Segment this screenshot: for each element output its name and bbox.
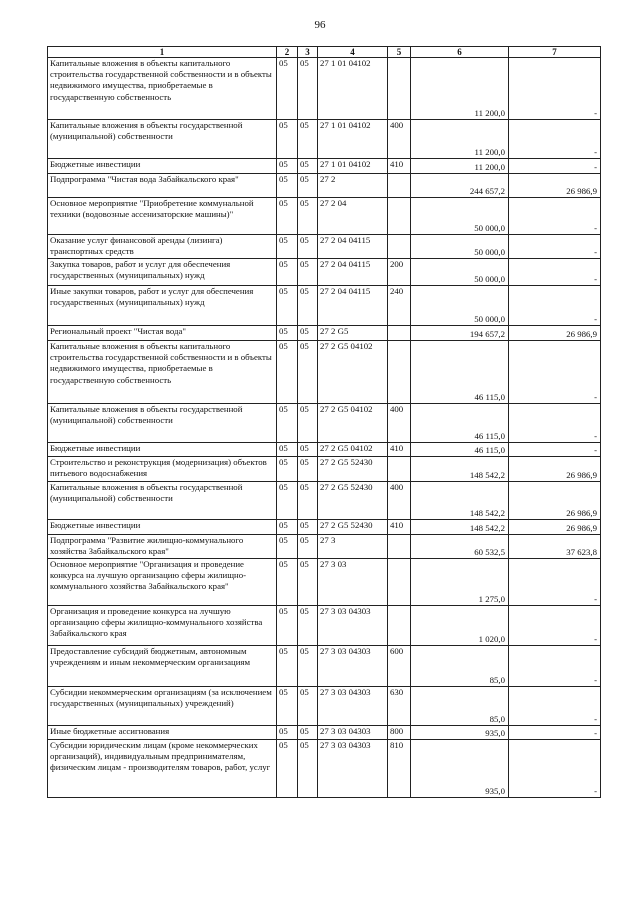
cell-amount-current: 1 020,0 [411, 606, 509, 646]
cell-amount-federal: 26 986,9 [509, 174, 601, 198]
cell-subsection: 05 [298, 259, 318, 286]
cell-name: Основное мероприятие "Организация и проведение конкурса на лучшую организацию сферы жилищно-коммунального хозяйства Забайкальского края" [48, 559, 277, 606]
cell-amount-federal: - [509, 740, 601, 798]
cell-amount-federal: - [509, 198, 601, 235]
cell-expense-type: 800 [388, 726, 411, 740]
cell-subsection: 05 [298, 687, 318, 726]
table-row [48, 520, 601, 535]
cell-amount-current: 85,0 [411, 646, 509, 687]
cell-amount-federal: - [509, 259, 601, 286]
cell-expense-type: 410 [388, 159, 411, 174]
table-row [48, 120, 601, 159]
cell-amount-current: 46 115,0 [411, 341, 509, 404]
cell-target-code: 27 2 04 04115 [318, 235, 388, 259]
cell-name: Капитальные вложения в объекты капитального строительства государственной собственности и в объекты недвижимого имущества, приобретаемые в государственную собственность [48, 58, 277, 120]
budget-table [47, 46, 601, 798]
cell-subsection: 05 [298, 341, 318, 404]
cell-amount-current: 46 115,0 [411, 443, 509, 457]
cell-section: 05 [277, 259, 298, 286]
cell-expense-type [388, 174, 411, 198]
cell-target-code: 27 1 01 04102 [318, 159, 388, 174]
table-row [48, 235, 601, 259]
table-row [48, 457, 601, 482]
cell-expense-type: 240 [388, 286, 411, 326]
cell-subsection: 05 [298, 535, 318, 559]
cell-subsection: 05 [298, 520, 318, 535]
cell-amount-current: 50 000,0 [411, 235, 509, 259]
cell-expense-type: 400 [388, 482, 411, 520]
cell-expense-type: 810 [388, 740, 411, 798]
cell-expense-type: 600 [388, 646, 411, 687]
cell-section: 05 [277, 341, 298, 404]
cell-amount-current: 11 200,0 [411, 58, 509, 120]
table-row [48, 740, 601, 798]
cell-subsection: 05 [298, 159, 318, 174]
cell-target-code: 27 3 [318, 535, 388, 559]
cell-amount-federal: - [509, 687, 601, 726]
cell-name: Иные закупки товаров, работ и услуг для обеспечения государственных (муниципальных) нужд [48, 286, 277, 326]
table-row [48, 259, 601, 286]
cell-section: 05 [277, 606, 298, 646]
cell-section: 05 [277, 174, 298, 198]
table-row [48, 404, 601, 443]
cell-amount-current: 244 657,2 [411, 174, 509, 198]
cell-expense-type [388, 341, 411, 404]
cell-subsection: 05 [298, 443, 318, 457]
cell-amount-current: 85,0 [411, 687, 509, 726]
col-header-5: 5 [388, 47, 411, 58]
cell-name: Бюджетные инвестиции [48, 159, 277, 174]
table-row [48, 341, 601, 404]
cell-expense-type [388, 559, 411, 606]
cell-name: Строительство и реконструкция (модернизация) объектов питьевого водоснабжения [48, 457, 277, 482]
cell-amount-current: 148 542,2 [411, 457, 509, 482]
cell-expense-type: 200 [388, 259, 411, 286]
cell-subsection: 05 [298, 58, 318, 120]
cell-target-code: 27 3 03 04303 [318, 606, 388, 646]
cell-section: 05 [277, 198, 298, 235]
cell-amount-federal: - [509, 606, 601, 646]
cell-name: Бюджетные инвестиции [48, 443, 277, 457]
cell-name: Субсидии некоммерческим организациям (за исключением государственных (муниципальных) учреждений) [48, 687, 277, 726]
table-row [48, 687, 601, 726]
table-row [48, 559, 601, 606]
cell-amount-federal: - [509, 58, 601, 120]
cell-name: Закупка товаров, работ и услуг для обеспечения государственных (муниципальных) нужд [48, 259, 277, 286]
cell-expense-type [388, 606, 411, 646]
cell-name: Капитальные вложения в объекты государственной (муниципальной) собственности [48, 482, 277, 520]
cell-target-code: 27 2 G5 04102 [318, 404, 388, 443]
cell-subsection: 05 [298, 235, 318, 259]
cell-target-code: 27 2 G5 [318, 326, 388, 341]
cell-amount-federal: 26 986,9 [509, 482, 601, 520]
cell-amount-federal: 26 986,9 [509, 457, 601, 482]
table-row [48, 726, 601, 740]
cell-section: 05 [277, 404, 298, 443]
cell-expense-type [388, 535, 411, 559]
cell-subsection: 05 [298, 174, 318, 198]
cell-target-code: 27 2 04 04115 [318, 286, 388, 326]
cell-subsection: 05 [298, 326, 318, 341]
cell-amount-federal: - [509, 159, 601, 174]
cell-section: 05 [277, 120, 298, 159]
cell-subsection: 05 [298, 457, 318, 482]
table-row [48, 535, 601, 559]
cell-section: 05 [277, 520, 298, 535]
cell-target-code: 27 1 01 04102 [318, 58, 388, 120]
cell-amount-federal: - [509, 404, 601, 443]
cell-amount-current: 11 200,0 [411, 159, 509, 174]
cell-amount-current: 1 275,0 [411, 559, 509, 606]
cell-name: Бюджетные инвестиции [48, 520, 277, 535]
cell-name: Капитальные вложения в объекты капитального строительства государственной собственности и в объекты недвижимого имущества, приобретаемые в государственную собственность [48, 341, 277, 404]
cell-amount-current: 50 000,0 [411, 198, 509, 235]
cell-amount-federal: - [509, 341, 601, 404]
cell-target-code: 27 3 03 04303 [318, 726, 388, 740]
cell-target-code: 27 2 04 04115 [318, 259, 388, 286]
cell-target-code: 27 2 G5 04102 [318, 341, 388, 404]
cell-amount-current: 50 000,0 [411, 286, 509, 326]
col-header-7: 7 [509, 47, 601, 58]
cell-section: 05 [277, 443, 298, 457]
cell-target-code: 27 1 01 04102 [318, 120, 388, 159]
cell-section: 05 [277, 559, 298, 606]
cell-amount-current: 50 000,0 [411, 259, 509, 286]
cell-section: 05 [277, 726, 298, 740]
table-row [48, 443, 601, 457]
cell-section: 05 [277, 58, 298, 120]
cell-section: 05 [277, 482, 298, 520]
cell-name: Подпрограмма "Развитие жилищно-коммунального хозяйства Забайкальского края" [48, 535, 277, 559]
col-header-2: 2 [277, 47, 298, 58]
cell-amount-current: 935,0 [411, 726, 509, 740]
cell-amount-current: 935,0 [411, 740, 509, 798]
cell-name: Капитальные вложения в объекты государственной (муниципальной) собственности [48, 120, 277, 159]
cell-amount-current: 11 200,0 [411, 120, 509, 159]
cell-name: Предоставление субсидий бюджетным, автономным учреждениям и иным некоммерческим организациям [48, 646, 277, 687]
cell-name: Основное мероприятие "Приобретение коммунальной техники (водовозные ассенизаторские машины)" [48, 198, 277, 235]
cell-name: Капитальные вложения в объекты государственной (муниципальной) собственности [48, 404, 277, 443]
cell-amount-federal: - [509, 726, 601, 740]
cell-target-code: 27 3 03 04303 [318, 646, 388, 687]
cell-subsection: 05 [298, 740, 318, 798]
cell-expense-type [388, 58, 411, 120]
cell-target-code: 27 2 04 [318, 198, 388, 235]
cell-subsection: 05 [298, 286, 318, 326]
cell-amount-federal: 26 986,9 [509, 520, 601, 535]
cell-name: Региональный проект "Чистая вода" [48, 326, 277, 341]
cell-section: 05 [277, 286, 298, 326]
cell-target-code: 27 3 03 04303 [318, 687, 388, 726]
col-header-6: 6 [411, 47, 509, 58]
cell-subsection: 05 [298, 559, 318, 606]
cell-section: 05 [277, 235, 298, 259]
cell-amount-federal: 26 986,9 [509, 326, 601, 341]
cell-name: Оказание услуг финансовой аренды (лизинга) транспортных средств [48, 235, 277, 259]
cell-subsection: 05 [298, 404, 318, 443]
cell-expense-type [388, 326, 411, 341]
table-row [48, 646, 601, 687]
cell-subsection: 05 [298, 482, 318, 520]
table-row [48, 286, 601, 326]
cell-section: 05 [277, 740, 298, 798]
cell-expense-type: 410 [388, 443, 411, 457]
cell-target-code: 27 2 [318, 174, 388, 198]
cell-amount-current: 148 542,2 [411, 482, 509, 520]
cell-name: Организация и проведение конкурса на лучшую организацию сферы жилищно-коммунального хозяйства Забайкальского края [48, 606, 277, 646]
table-row [48, 482, 601, 520]
cell-subsection: 05 [298, 198, 318, 235]
page-number: 96 [314, 19, 326, 31]
cell-expense-type: 630 [388, 687, 411, 726]
cell-amount-federal: - [509, 443, 601, 457]
cell-expense-type [388, 198, 411, 235]
cell-section: 05 [277, 457, 298, 482]
cell-target-code: 27 3 03 [318, 559, 388, 606]
table-row [48, 606, 601, 646]
cell-name: Субсидии юридическим лицам (кроме некоммерческих организаций), индивидуальным предпринимателям, физическим лицам - производителям товаров, работ, услуг [48, 740, 277, 798]
cell-expense-type: 400 [388, 120, 411, 159]
cell-amount-federal: - [509, 559, 601, 606]
cell-name: Подпрограмма "Чистая вода Забайкальского края" [48, 174, 277, 198]
cell-amount-federal: - [509, 235, 601, 259]
cell-amount-federal: - [509, 286, 601, 326]
header-row [48, 47, 601, 58]
table-body [48, 58, 601, 798]
cell-expense-type: 410 [388, 520, 411, 535]
col-header-1: 1 [48, 47, 277, 58]
cell-subsection: 05 [298, 606, 318, 646]
cell-subsection: 05 [298, 120, 318, 159]
cell-name: Иные бюджетные ассигнования [48, 726, 277, 740]
table-row [48, 198, 601, 235]
cell-target-code: 27 2 G5 52430 [318, 520, 388, 535]
table-row [48, 159, 601, 174]
cell-expense-type: 400 [388, 404, 411, 443]
table-row [48, 174, 601, 198]
cell-expense-type [388, 457, 411, 482]
cell-expense-type [388, 235, 411, 259]
col-header-4: 4 [318, 47, 388, 58]
col-header-3: 3 [298, 47, 318, 58]
cell-section: 05 [277, 535, 298, 559]
cell-amount-current: 148 542,2 [411, 520, 509, 535]
cell-target-code: 27 2 G5 04102 [318, 443, 388, 457]
cell-amount-federal: 37 623,8 [509, 535, 601, 559]
cell-amount-current: 194 657,2 [411, 326, 509, 341]
table-row [48, 326, 601, 341]
cell-section: 05 [277, 159, 298, 174]
cell-subsection: 05 [298, 646, 318, 687]
cell-section: 05 [277, 687, 298, 726]
cell-amount-current: 60 532,5 [411, 535, 509, 559]
cell-section: 05 [277, 326, 298, 341]
cell-section: 05 [277, 646, 298, 687]
cell-target-code: 27 2 G5 52430 [318, 457, 388, 482]
cell-target-code: 27 3 03 04303 [318, 740, 388, 798]
cell-target-code: 27 2 G5 52430 [318, 482, 388, 520]
table-row [48, 58, 601, 120]
cell-amount-current: 46 115,0 [411, 404, 509, 443]
cell-subsection: 05 [298, 726, 318, 740]
cell-amount-federal: - [509, 120, 601, 159]
cell-amount-federal: - [509, 646, 601, 687]
